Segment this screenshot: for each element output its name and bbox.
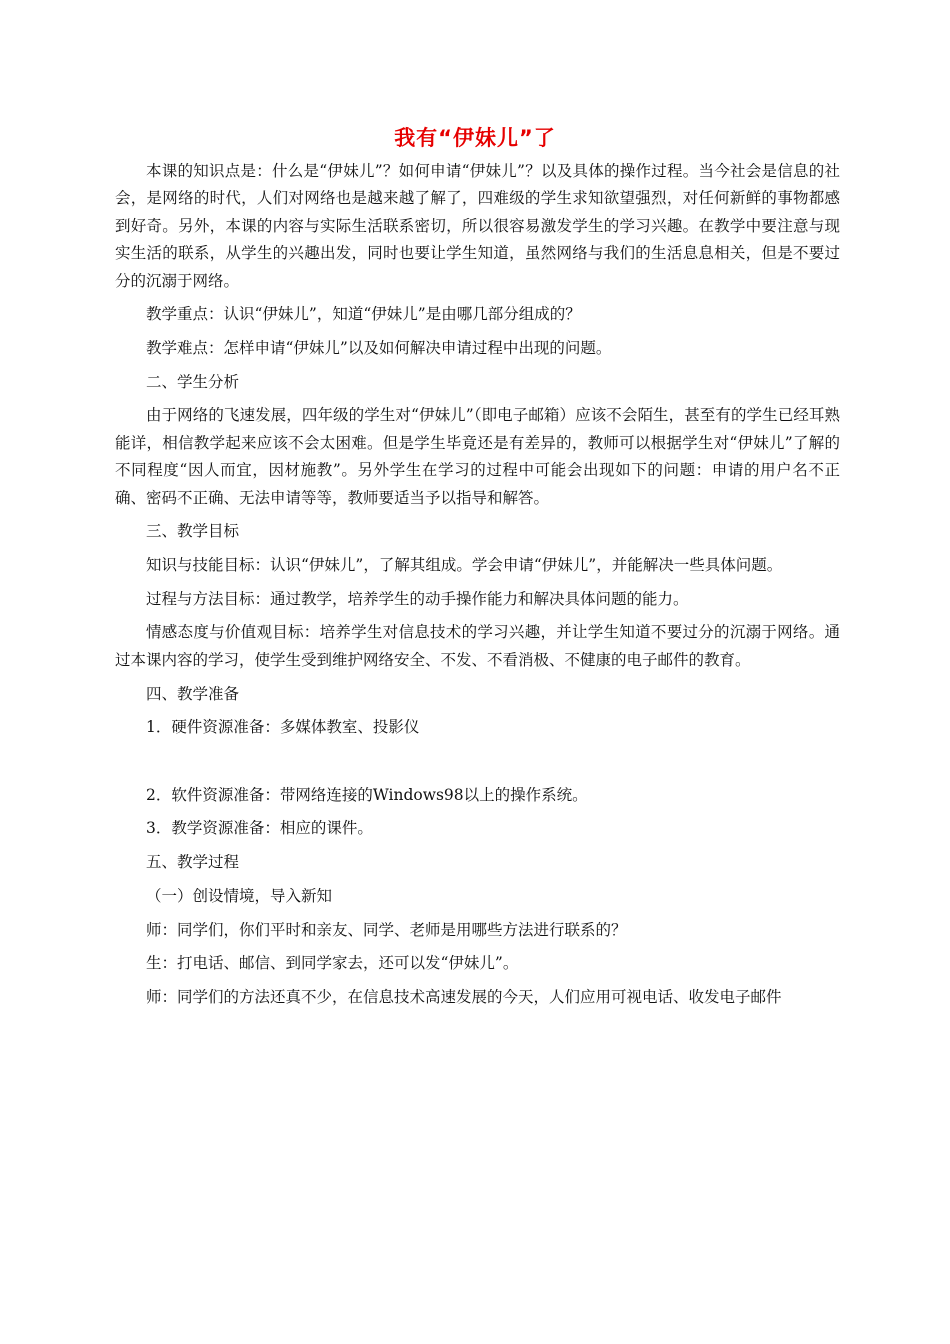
section-heading-preparation: 四、教学准备 [146, 684, 240, 703]
paragraph-key-point: 教学重点：认识“伊妹儿”，知道“伊妹儿”是由哪几部分组成的？ [146, 305, 581, 324]
paragraph-difficulty: 教学难点：怎样申请“伊妹儿”以及如何解决申请过程中出现的问题。 [146, 339, 612, 358]
dialogue-teacher-2: 师：同学们的方法还真不少，在信息技术高速发展的今天，人们应用可视电话、收发电子邮件 [146, 987, 782, 1006]
dialogue-student-1: 生：打电话、邮信、到同学家去，还可以发“伊妹儿”。 [146, 954, 519, 973]
paragraph-intro: 本课的知识点是：什么是“伊妹儿”？如何申请“伊妹儿”？以及具体的操作过程。当今社会是信息的社会，是网络的时代，人们对网络也是越来越了解了，四难级的学生求知欲望强烈，对任何新鲜的事物都感到好奇。另外，本课的内容与实际生活联系密切，所以很容易激发学生的学习兴趣。在教学中要注意与现实生活的联系，从学生的兴趣出发，同时也要让学生知道，虽然网络与我们的生活息息相关，但是不要过分的沉溺于网络。 [115, 162, 840, 290]
subsection-heading-intro: （一）创设情境，导入新知 [146, 886, 333, 905]
section-heading-teaching-goals: 三、教学目标 [146, 522, 240, 541]
section-heading-student-analysis: 二、学生分析 [146, 372, 240, 391]
document-title: 我有“伊妹儿”了 [394, 126, 556, 150]
list-item-hardware: 1．硬件资源准备：多媒体教室、投影仪 [146, 718, 420, 737]
list-item-software: 2．软件资源准备：带网络连接的Windows98以上的操作系统。 [146, 785, 588, 804]
section-heading-process: 五、教学过程 [146, 853, 240, 872]
paragraph-process-goal: 过程与方法目标：通过教学，培养学生的动手操作能力和解决具体问题的能力。 [146, 589, 689, 608]
paragraph-knowledge-goal: 知识与技能目标：认识“伊妹儿”，了解其组成。学会申请“伊妹儿”，并能解决一些具体问题。 [146, 556, 783, 575]
paragraph-attitude-goal: 情感态度与价值观目标：培养学生对信息技术的学习兴趣，并让学生知道不要过分的沉溺于网络。通过本课内容的学习，使学生受到维护网络安全、不发、不看消极、不健康的电子邮件的教育。 [115, 623, 840, 669]
list-item-resources: 3．教学资源准备：相应的课件。 [146, 819, 373, 838]
paragraph-student-analysis: 由于网络的飞速发展，四年级的学生对“伊妹儿”（即电子邮箱）应该不会陌生，甚至有的学生已经耳熟能详，相信教学起来应该不会太困难。但是学生毕竟还是有差异的，教师可以根据学生对“伊妹儿”了解的不同程度“因人而宜，因材施教”。另外学生在学习的过程中可能会出现如下的问题：申请的用户名不正确、密码不正确、无法申请等等，教师要适当予以指导和解答。 [115, 406, 840, 507]
dialogue-teacher-1: 师：同学们，你们平时和亲友、同学、老师是用哪些方法进行联系的？ [146, 920, 627, 939]
document-body [115, 158, 840, 1018]
